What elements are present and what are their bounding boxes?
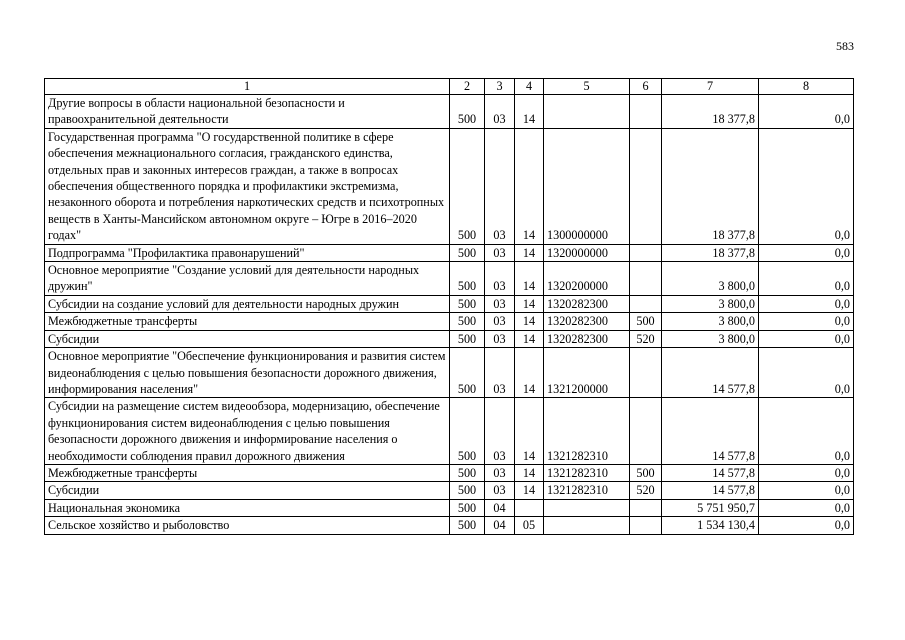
gr-cell: 500 [450,330,485,347]
vr-cell: 500 [630,313,662,330]
amount-2-cell: 0,0 [759,128,854,244]
gr-cell: 500 [450,398,485,465]
table-row [45,517,854,534]
pr-cell: 14 [515,482,544,499]
table-row [45,482,854,499]
row-name-cell: Основное мероприятие "Создание условий для деятельности народных дружин" [45,262,450,296]
row-name-cell: Межбюджетные трансферты [45,464,450,481]
header-cell: 1 [45,79,450,95]
amount-cell: 18 377,8 [662,128,759,244]
row-name-cell: Подпрограмма "Профилактика правонарушений" [45,244,450,261]
csr-cell: 1321200000 [544,348,630,398]
csr-cell [544,517,630,534]
amount-2-cell: 0,0 [759,95,854,129]
vr-cell [630,398,662,465]
csr-cell: 1320282300 [544,295,630,312]
gr-cell: 500 [450,482,485,499]
rz-cell: 03 [485,348,515,398]
header-cell: 4 [515,79,544,95]
pr-cell: 14 [515,313,544,330]
gr-cell: 500 [450,464,485,481]
amount-cell: 14 577,8 [662,398,759,465]
row-name-cell: Межбюджетные трансферты [45,313,450,330]
pr-cell: 14 [515,95,544,129]
pr-cell: 14 [515,295,544,312]
vr-cell [630,348,662,398]
vr-cell [630,262,662,296]
rz-cell: 03 [485,244,515,261]
gr-cell: 500 [450,244,485,261]
gr-cell: 500 [450,95,485,129]
csr-cell [544,95,630,129]
amount-cell: 3 800,0 [662,262,759,296]
row-name-cell: Государственная программа "О государственной политике в сфере обеспечения межнационального согласия, гражданского единства, отдельных прав и законных интересов граждан, а также в вопросах обеспечения общественного порядка и профилактики экстремизма, незаконного оборота и потребления наркотических средств и психотропных веществ в Ханты-Мансийском автономном округе – Югре в 2016–2020 годах" [45,128,450,244]
header-cell: 6 [630,79,662,95]
header-row [45,79,854,95]
gr-cell: 500 [450,128,485,244]
amount-2-cell: 0,0 [759,348,854,398]
amount-cell: 18 377,8 [662,244,759,261]
amount-cell: 1 534 130,4 [662,517,759,534]
gr-cell: 500 [450,262,485,296]
csr-cell: 1320000000 [544,244,630,261]
rz-cell: 03 [485,330,515,347]
amount-2-cell: 0,0 [759,244,854,261]
header-cell: 5 [544,79,630,95]
row-name-cell: Национальная экономика [45,499,450,516]
rz-cell: 03 [485,128,515,244]
csr-cell: 1320200000 [544,262,630,296]
rz-cell: 03 [485,398,515,465]
pr-cell [515,499,544,516]
row-name-cell: Сельское хозяйство и рыболовство [45,517,450,534]
pr-cell: 14 [515,128,544,244]
rz-cell: 03 [485,313,515,330]
rz-cell: 04 [485,499,515,516]
amount-cell: 3 800,0 [662,313,759,330]
gr-cell: 500 [450,517,485,534]
rz-cell: 03 [485,464,515,481]
csr-cell [544,499,630,516]
pr-cell: 14 [515,244,544,261]
amount-2-cell: 0,0 [759,482,854,499]
amount-2-cell: 0,0 [759,313,854,330]
row-name-cell: Субсидии [45,330,450,347]
table-row [45,330,854,347]
rz-cell: 03 [485,482,515,499]
amount-cell: 3 800,0 [662,330,759,347]
rz-cell: 03 [485,95,515,129]
rz-cell: 04 [485,517,515,534]
table-row [45,499,854,516]
table-row [45,262,854,296]
vr-cell: 520 [630,482,662,499]
amount-2-cell: 0,0 [759,517,854,534]
csr-cell: 1321282310 [544,482,630,499]
amount-cell: 14 577,8 [662,482,759,499]
csr-cell: 1320282300 [544,313,630,330]
csr-cell: 1300000000 [544,128,630,244]
gr-cell: 500 [450,313,485,330]
pr-cell: 14 [515,330,544,347]
vr-cell [630,244,662,261]
amount-cell: 3 800,0 [662,295,759,312]
budget-table [44,78,854,535]
vr-cell [630,295,662,312]
row-name-cell: Основное мероприятие "Обеспечение функционирования и развития систем видеонаблюдения с целью повышения безопасности дорожного движения, информирования населения" [45,348,450,398]
table-row [45,295,854,312]
table-row [45,464,854,481]
amount-cell: 14 577,8 [662,464,759,481]
table-row [45,95,854,129]
row-name-cell: Субсидии на создание условий для деятельности народных дружин [45,295,450,312]
table-body [45,79,854,535]
amount-2-cell: 0,0 [759,262,854,296]
pr-cell: 14 [515,398,544,465]
table-row [45,128,854,244]
row-name-cell: Другие вопросы в области национальной безопасности и правоохранительной деятельности [45,95,450,129]
amount-2-cell: 0,0 [759,464,854,481]
vr-cell [630,517,662,534]
header-cell: 7 [662,79,759,95]
pr-cell: 14 [515,262,544,296]
vr-cell [630,499,662,516]
pr-cell: 05 [515,517,544,534]
row-name-cell: Субсидии [45,482,450,499]
vr-cell: 520 [630,330,662,347]
table-row [45,348,854,398]
gr-cell: 500 [450,348,485,398]
amount-2-cell: 0,0 [759,499,854,516]
csr-cell: 1321282310 [544,464,630,481]
amount-2-cell: 0,0 [759,398,854,465]
page-number: 583 [836,39,854,53]
pr-cell: 14 [515,348,544,398]
amount-cell: 18 377,8 [662,95,759,129]
gr-cell: 500 [450,499,485,516]
vr-cell: 500 [630,464,662,481]
amount-2-cell: 0,0 [759,330,854,347]
rz-cell: 03 [485,262,515,296]
amount-cell: 14 577,8 [662,348,759,398]
rz-cell: 03 [485,295,515,312]
vr-cell [630,95,662,129]
amount-cell: 5 751 950,7 [662,499,759,516]
amount-2-cell: 0,0 [759,295,854,312]
vr-cell [630,128,662,244]
table-row [45,398,854,465]
gr-cell: 500 [450,295,485,312]
table-row [45,313,854,330]
table-row [45,244,854,261]
header-cell: 8 [759,79,854,95]
csr-cell: 1320282300 [544,330,630,347]
header-cell: 3 [485,79,515,95]
header-cell: 2 [450,79,485,95]
row-name-cell: Субсидии на размещение систем видеообзора, модернизацию, обеспечение функционирования систем видеонаблюдения с целью повышения безопасности дорожного движения и информирование населения о необходимости соблюдения правил дорожного движения [45,398,450,465]
csr-cell: 1321282310 [544,398,630,465]
pr-cell: 14 [515,464,544,481]
